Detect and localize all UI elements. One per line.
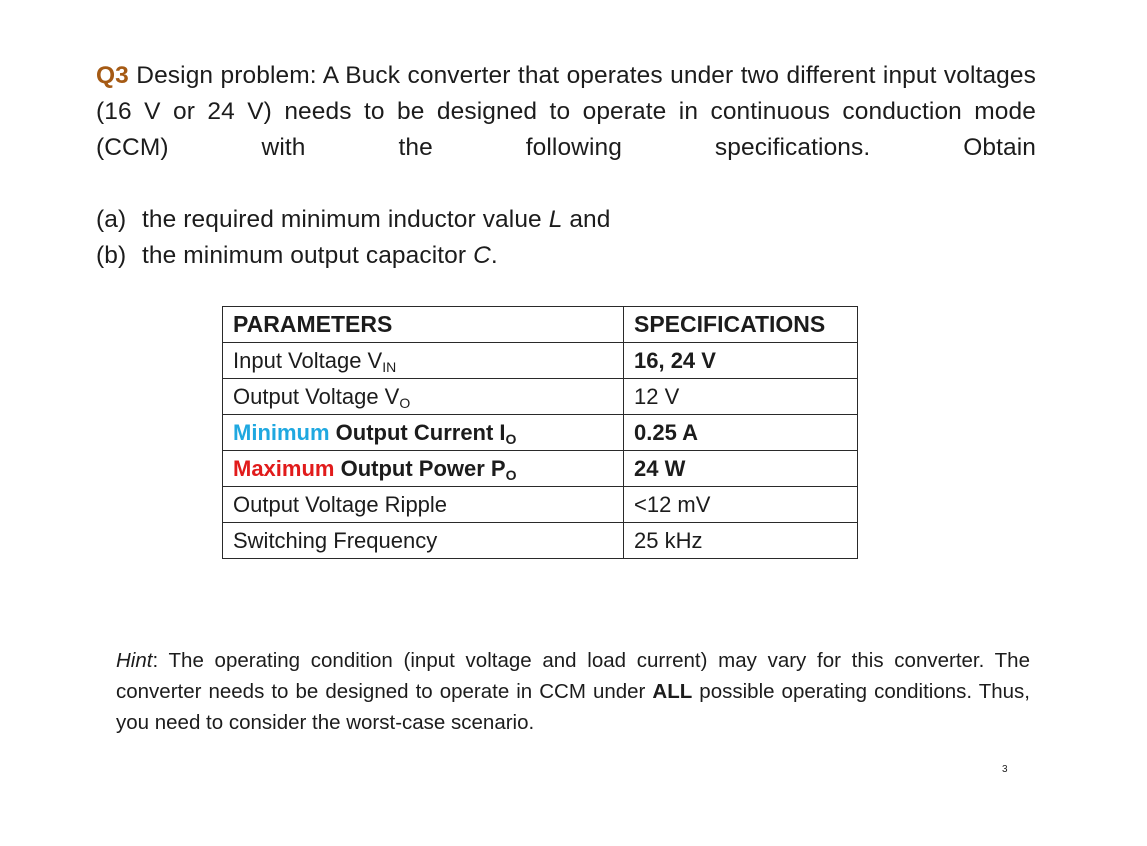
item-variable: C [473,242,491,269]
hint-block [116,645,1030,738]
param-cell: Output Voltage Ripple [223,487,624,523]
value-cell: 25 kHz [624,523,858,559]
hint-paragraph [116,645,1030,738]
question-text: Design problem: A Buck converter that operates under two different input voltages (16 V or 24 V) needs to be designed to operate in continuous conduction mode (CCM) with the following specifications. Obtain [96,62,1036,161]
param-cell [223,343,624,379]
param-cell [223,379,624,415]
item-text-end: . [490,242,498,269]
question-item-a [96,202,1036,238]
param-subscript: O [399,394,411,411]
param-subscript: O [505,430,517,447]
value-cell: <12 mV [624,487,858,523]
param-cell [223,451,624,487]
value-cell: 0.25 A [624,415,858,451]
item-label: (a) [96,206,127,233]
header-specifications: SPECIFICATIONS [624,307,858,343]
question-number: Q3 [96,62,129,89]
hint-emphasis: ALL [652,680,693,703]
value-cell: 12 V [624,379,858,415]
table-row [223,451,858,487]
item-text-end: and [562,206,611,233]
param-cell: Switching Frequency [223,523,624,559]
hint-label: Hint [116,649,153,672]
table-row [223,343,858,379]
header-parameters: PARAMETERS [223,307,624,343]
param-label: Input Voltage V [233,347,383,373]
specifications-table [222,306,858,559]
param-subscript: IN [382,358,397,375]
hint-text-end: possible operating conditions. Thus, you need to consider the worst-case scenario. [116,680,1031,734]
table-row [223,523,858,559]
hint-text: : The operating condition (input voltage and load current) may vary for this converter. The converter needs to be designed to operate in CCM under [116,649,1030,703]
param-label: Output Current I [329,419,506,445]
question-block [96,58,1036,274]
param-label: Output Power P [334,455,506,481]
param-cell [223,415,624,451]
param-label: Output Voltage V [233,383,400,409]
param-subscript: O [505,466,517,483]
item-text: the required minimum inductor value [142,206,549,233]
table-header-row [223,307,858,343]
item-variable: L [548,206,563,233]
question-item-b [96,238,1036,274]
table-row [223,379,858,415]
minimum-highlight: Minimum [233,419,330,445]
table-row [223,487,858,523]
value-cell: 24 W [624,451,858,487]
table-row [223,415,858,451]
value-cell: 16, 24 V [624,343,858,379]
maximum-highlight: Maximum [233,455,335,481]
item-label: (b) [96,242,127,269]
question-statement [96,58,1036,202]
item-text: the minimum output capacitor [142,242,474,269]
page-number: 3 [1002,764,1008,775]
